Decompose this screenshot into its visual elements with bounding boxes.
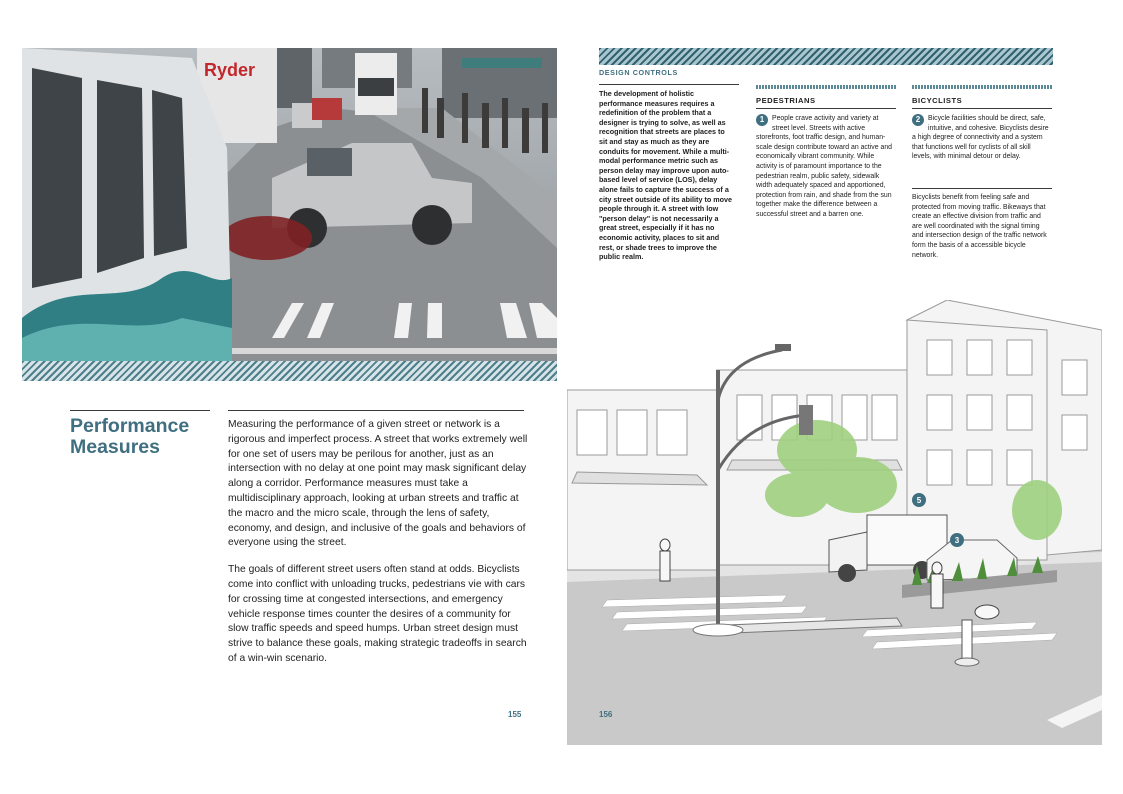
body-paragraph-2: The goals of different street users often stand at odds. Bicyclists come into conflict with unloading trucks, pedestrians vie with cars for crossing time at congested intersections, and emergency vehicle response times counter the desires of a community for slow traffic speeds and speed humps. Urban street design must strive to balance these goals, making strategic tradeoffs in search of a win-win scenario.: [228, 564, 527, 664]
title-rule: [70, 410, 210, 411]
illustration-marker-3: 3: [954, 536, 960, 545]
illustration-marker-5: 5: [916, 496, 922, 505]
bicyclists-paragraph-2: Bicyclists benefit from feeling safe and protected from moving traffic. Bikeways that create an effective division from traffic and are well coordinated with the signal timing and intersection design of the traffic network form the basis of a accessible bicycle network.: [912, 194, 1047, 259]
page-number-right: 156: [599, 710, 613, 719]
pedestrians-badge: 1: [756, 114, 768, 126]
section-label: DESIGN CONTROLS: [599, 68, 678, 77]
photo-hatch-band: [22, 361, 557, 381]
street-illustration: [567, 300, 1102, 745]
body-paragraph-1: Measuring the performance of a given street or network is a rigorous and imperfect process. A street that works extremely well for one set of users may be perilous for another, just as an intersection with no delay at one point may mask significant delay along a corridor. Performance measures must take a multidisciplinary approach, looking at urban streets and traffic at the macro and the micro scale, through the lens of safety, economy, and design, and inclusive of the goals and behaviors of everyone using the street.: [228, 419, 528, 549]
pedestrians-text: [756, 114, 896, 220]
pedestrians-rule: [756, 108, 896, 109]
body-text: [228, 418, 528, 679]
bicyclists-mid-rule: [912, 188, 1052, 189]
page-number-left: 155: [508, 710, 522, 719]
street-illustration-graphic: [567, 300, 1102, 745]
bicyclists-badge: 2: [912, 114, 924, 126]
bicyclists-text-1: [912, 114, 1052, 162]
ryder-sign: Ryder: [204, 60, 256, 80]
street-photo: [22, 48, 557, 361]
intro-text: The development of holistic performance measures requires a redefinition of the problem that a designer is trying to solve, as well as recognition that streets are places to sit and stay as much as they are conduits for movement. While a multi-modal performance metric such as person delay may improve upon auto-based level of service (LOS), delay alone fails to capture the success of a city street outside of its ability to move people through it. A street with low "person delay" is not necessarily a great street, especially if it has no economic activity, places to sit and rest, or shade trees to improve the public realm.: [599, 89, 732, 262]
bicyclists-paragraph-1: Bicycle facilities should be direct, safe, intuitive, and cohesive. Bicyclists desire a high degree of connectivity and a system that functions well for cyclists of all skill levels, with minimal detour or delay.: [912, 115, 1049, 161]
intro-rule: [599, 84, 739, 85]
page-title: Performance Measures: [70, 415, 190, 458]
top-hatch-band: [599, 48, 1053, 65]
bicyclists-top-rule: [912, 85, 1052, 89]
pedestrians-paragraph: People crave activity and variety at street level. Streets with active storefronts, foot traffic design, and human-scale design contribute toward an active and economically vibrant community. While activity is of paramount importance to the pedestrian realm, public safety, sidewalk width adequately spaced and apportioned, protection from rain, and shade from the sun together make the difference between a successful street and a barren one.: [756, 115, 892, 218]
bicyclists-heading: BICYCLISTS: [912, 96, 963, 105]
body-rule: [228, 410, 524, 411]
pedestrians-heading: PEDESTRIANS: [756, 96, 816, 105]
pedestrians-top-rule: [756, 85, 896, 89]
bicyclists-rule: [912, 108, 1052, 109]
street-photo-graphic: [22, 48, 557, 361]
